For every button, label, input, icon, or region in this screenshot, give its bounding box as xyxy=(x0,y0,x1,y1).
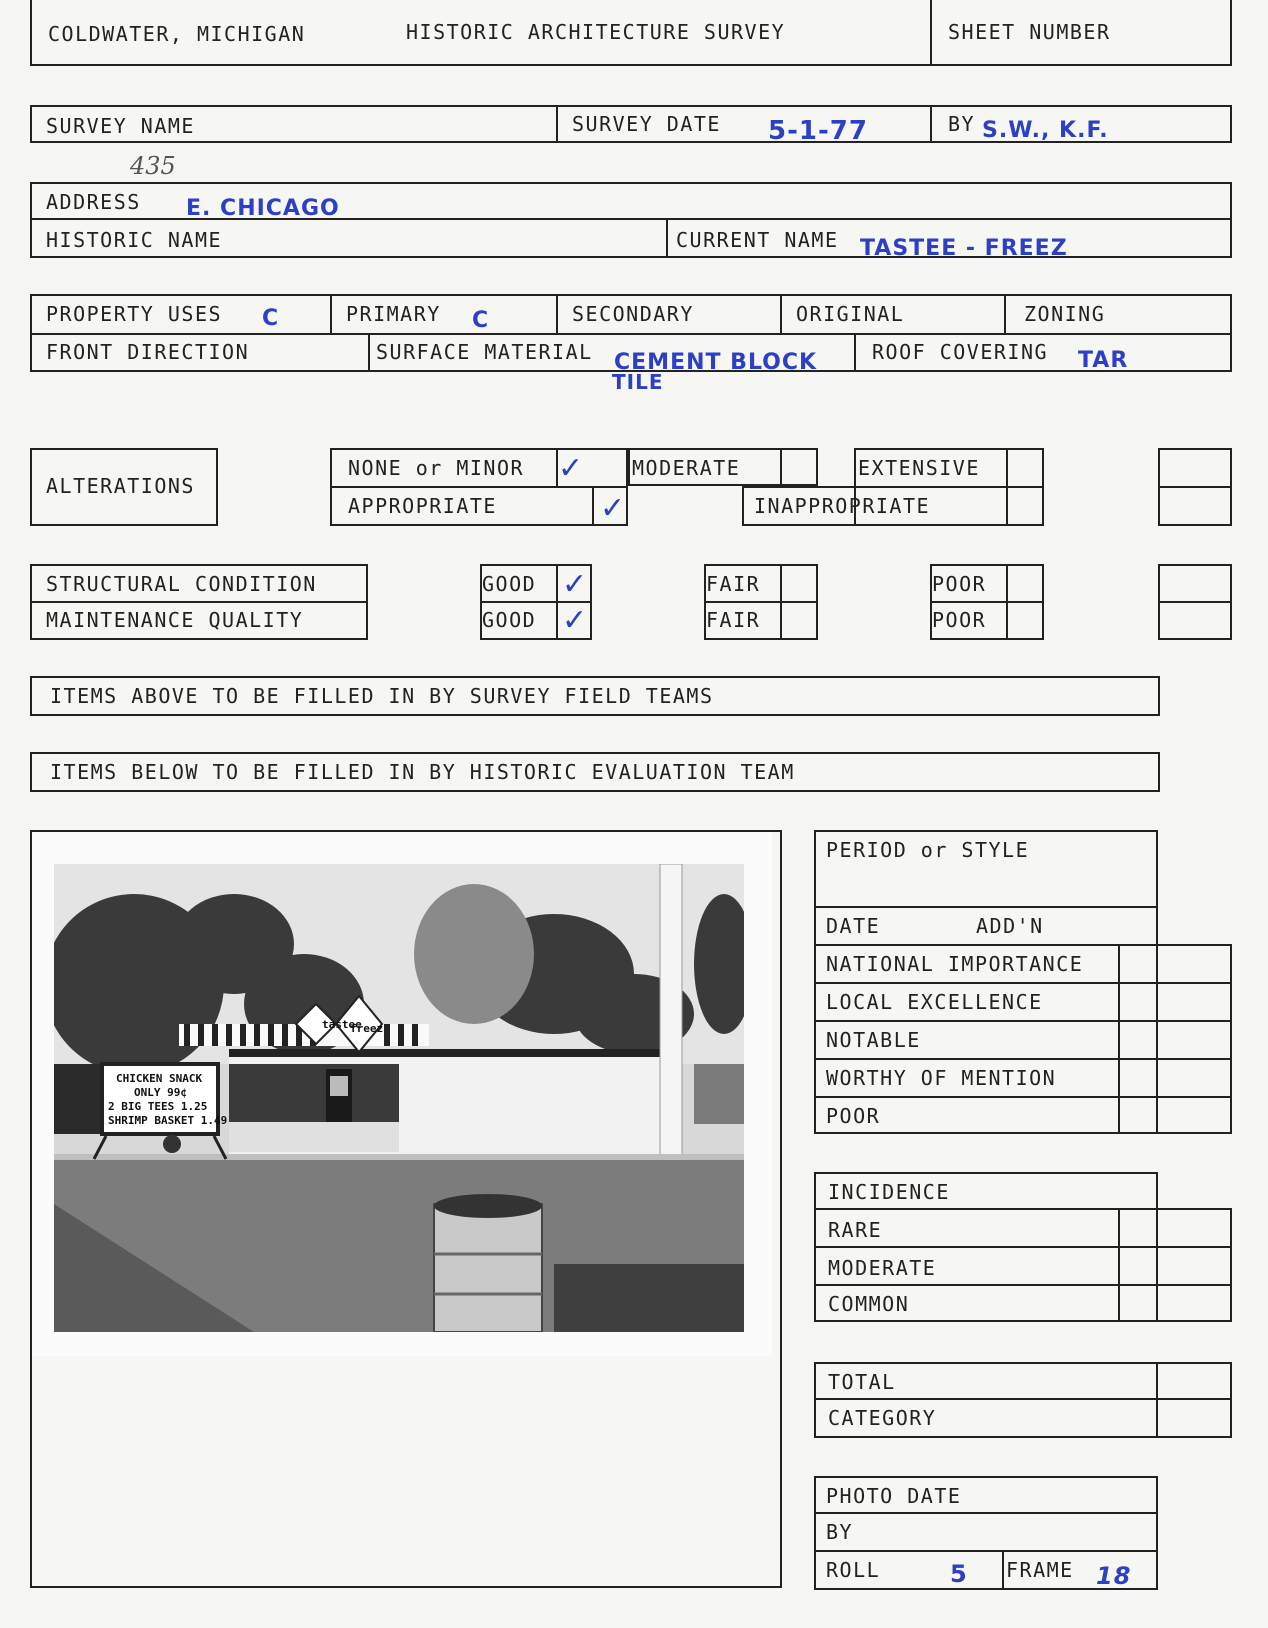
structural-poor-label: POOR xyxy=(932,572,987,596)
appropriate-check[interactable]: ✓ xyxy=(600,491,626,526)
structural-fair-label: FAIR xyxy=(706,572,761,596)
building-photo xyxy=(54,864,744,1332)
sheet-number-label: SHEET NUMBER xyxy=(948,20,1111,44)
survey-name-label: SURVEY NAME xyxy=(46,114,195,138)
historic-name-label: HISTORIC NAME xyxy=(46,228,223,252)
evaluation-poor-label: POOR xyxy=(826,1104,881,1128)
address-number: 435 xyxy=(130,152,176,180)
sign-line-4: SHRIMP BASKET 1.49 xyxy=(108,1114,228,1127)
roof-covering-value[interactable]: TAR xyxy=(1078,348,1129,373)
maintenance-poor-label: POOR xyxy=(932,608,987,632)
extensive-label: EXTENSIVE xyxy=(858,456,980,480)
front-direction-label: FRONT DIRECTION xyxy=(46,340,250,364)
inappropriate-label: INAPPROPRIATE xyxy=(754,494,931,518)
notes-above: ITEMS ABOVE TO BE FILLED IN BY SURVEY FIELD TEAMS xyxy=(50,684,714,708)
property-uses-value[interactable]: C xyxy=(262,306,280,331)
current-name-label: CURRENT NAME xyxy=(676,228,839,252)
period-style-label: PERIOD or STYLE xyxy=(826,838,1030,862)
address-value[interactable]: E. CHICAGO xyxy=(186,196,340,221)
national-importance-label: NATIONAL IMPORTANCE xyxy=(826,952,1084,976)
original-label: ORIGINAL xyxy=(796,302,905,326)
none-minor-check[interactable]: ✓ xyxy=(558,451,584,486)
property-uses-label: PROPERTY USES xyxy=(46,302,223,326)
structural-good-check[interactable]: ✓ xyxy=(562,567,588,602)
notes-below: ITEMS BELOW TO BE FILLED IN BY HISTORIC EVALUATION TEAM xyxy=(50,760,795,784)
roll-label: ROLL xyxy=(826,1558,881,1582)
addn-label: ADD'N xyxy=(976,914,1044,938)
incidence-label: INCIDENCE xyxy=(828,1180,950,1204)
maintenance-fair-label: FAIR xyxy=(706,608,761,632)
maintenance-quality-label: MAINTENANCE QUALITY xyxy=(46,608,304,632)
survey-by-value[interactable]: S.W., K.F. xyxy=(982,118,1109,143)
current-name-value[interactable]: TASTEE - FREEZ xyxy=(860,236,1068,261)
surface-material-value[interactable]: CEMENT BLOCK xyxy=(614,350,818,375)
roll-value[interactable]: 5 xyxy=(950,1560,968,1588)
survey-date-label: SURVEY DATE xyxy=(572,112,721,136)
frame-label: FRAME xyxy=(1006,1558,1074,1582)
maintenance-good-label: GOOD xyxy=(482,608,537,632)
worthy-of-mention-label: WORTHY OF MENTION xyxy=(826,1066,1057,1090)
surface-material-value-2[interactable]: TILE xyxy=(612,370,664,394)
common-label: COMMON xyxy=(828,1292,910,1316)
date-label: DATE xyxy=(826,914,881,938)
primary-value[interactable]: C xyxy=(472,308,490,333)
structural-good-label: GOOD xyxy=(482,572,537,596)
sign-line-3: 2 BIG TEES 1.25 xyxy=(108,1100,208,1113)
total-label: TOTAL xyxy=(828,1370,896,1394)
roof-covering-label: ROOF COVERING xyxy=(872,340,1049,364)
brand-tastee: tastee xyxy=(322,1018,362,1031)
local-excellence-label: LOCAL EXCELLENCE xyxy=(826,990,1043,1014)
incidence-moderate-label: MODERATE xyxy=(828,1256,937,1280)
appropriate-label: APPROPRIATE xyxy=(348,494,497,518)
photo-date-label: PHOTO DATE xyxy=(826,1484,962,1508)
notable-label: NOTABLE xyxy=(826,1028,921,1052)
photo-by-label: BY xyxy=(826,1520,854,1544)
survey-by-label: BY xyxy=(948,112,976,136)
surface-material-label: SURFACE MATERIAL xyxy=(376,340,593,364)
maintenance-good-check[interactable]: ✓ xyxy=(562,603,588,638)
frame-value[interactable]: 18 xyxy=(1096,1562,1132,1590)
moderate-label: MODERATE xyxy=(632,456,741,480)
survey-date-value[interactable]: 5-1-77 xyxy=(768,116,868,146)
primary-label: PRIMARY xyxy=(346,302,441,326)
sign-line-2: ONLY 99¢ xyxy=(134,1086,187,1099)
alterations-label: ALTERATIONS xyxy=(46,474,195,498)
structural-condition-label: STRUCTURAL CONDITION xyxy=(46,572,317,596)
sign-line-1: CHICKEN SNACK xyxy=(116,1072,203,1085)
form-title: HISTORIC ARCHITECTURE SURVEY xyxy=(406,20,786,44)
category-label: CATEGORY xyxy=(828,1406,937,1430)
secondary-label: SECONDARY xyxy=(572,302,694,326)
address-label: ADDRESS xyxy=(46,190,141,214)
brand-freez: freez xyxy=(350,1022,384,1035)
city-label: COLDWATER, MICHIGAN xyxy=(48,22,306,46)
rare-label: RARE xyxy=(828,1218,883,1242)
none-minor-label: NONE or MINOR xyxy=(348,456,525,480)
zoning-label: ZONING xyxy=(1024,302,1106,326)
